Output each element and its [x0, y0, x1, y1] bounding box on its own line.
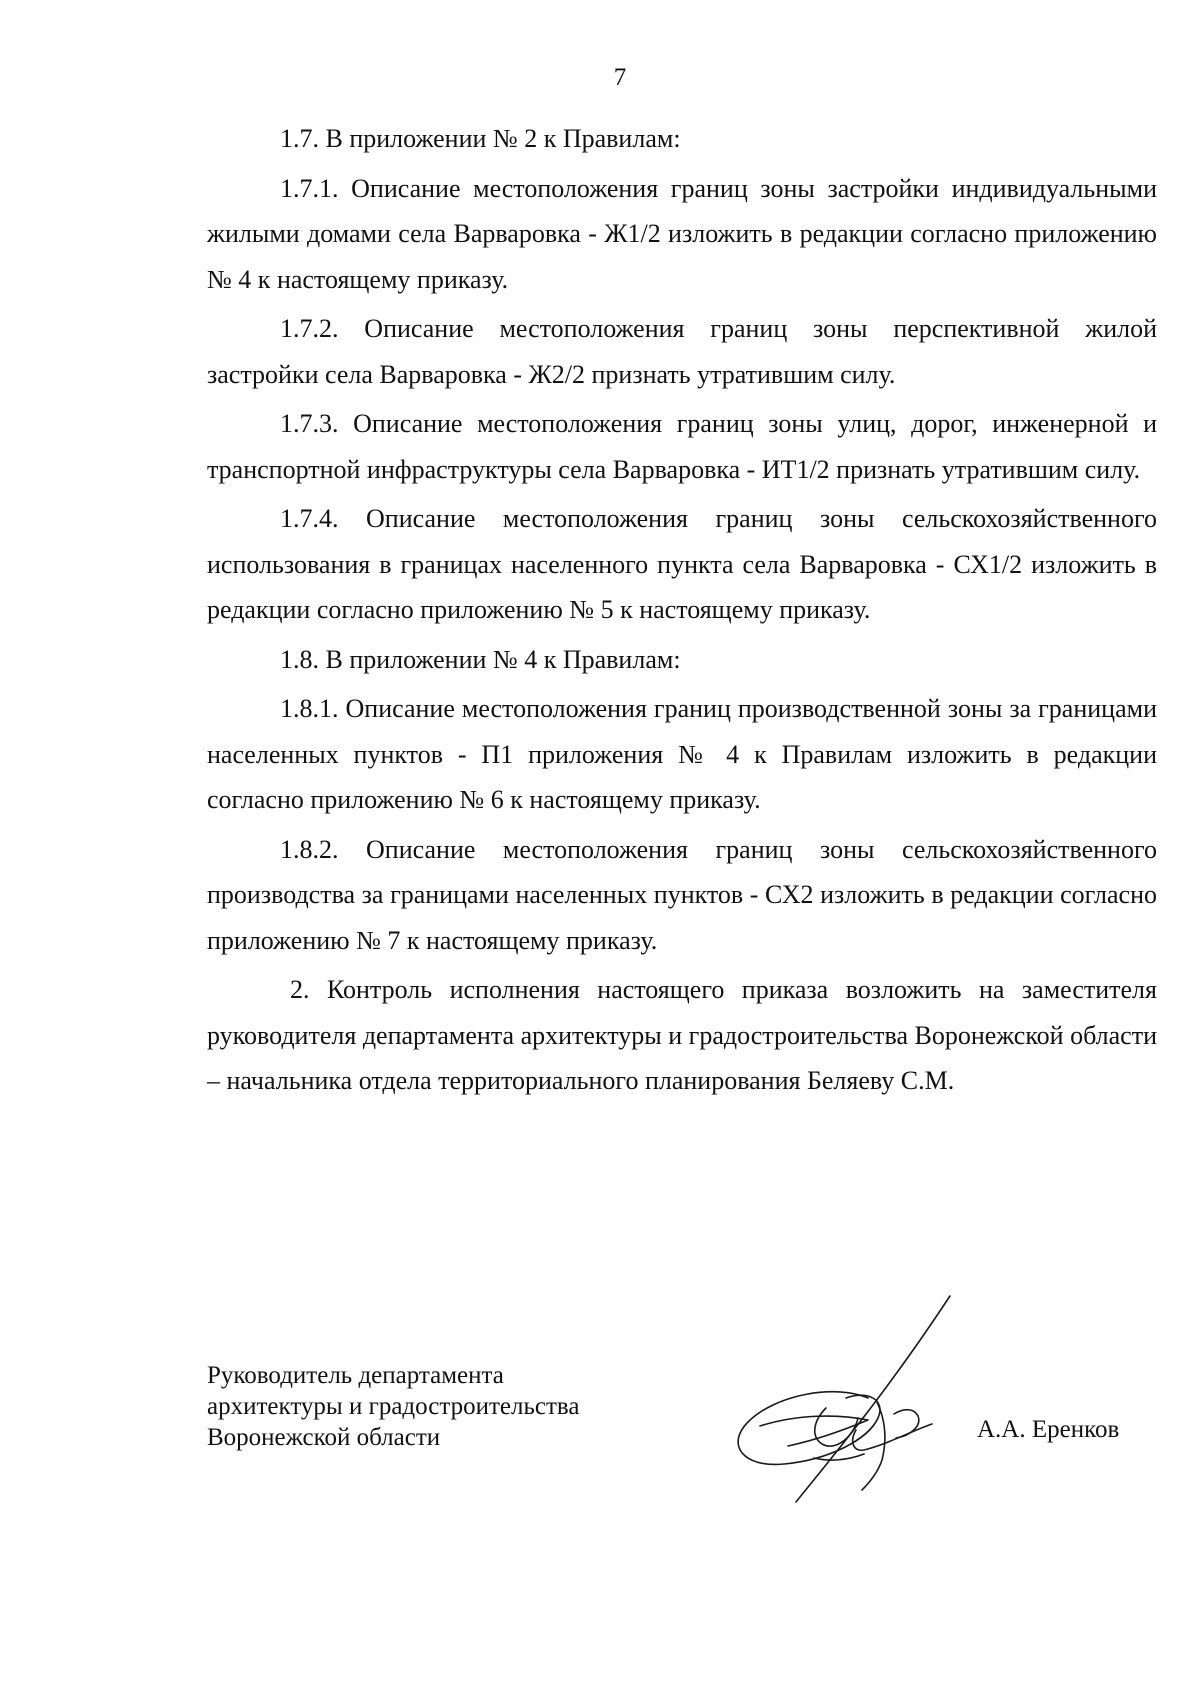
paragraph-1-8: 1.8. В приложении № 4 к Правилам: [280, 644, 681, 674]
paragraph-1-7-1: 1.7.1. Описание местоположения границ зоны застройки индивидуальными жилыми домами села Варваровка - Ж1/2 изложить в редакции согласно приложению № 4 к настоящему приказу. [207, 173, 1157, 294]
signatory-position-line: Руководитель департамента [207, 1362, 504, 1389]
paragraph-1-8-1: 1.8.1. Описание местоположения границ производственной зоны за границами населенных пунктов - П1 приложения № 4 к Правилам изложить в редакции согласно приложению № 6 к настоящему приказу. [207, 694, 1157, 814]
page-number: 7 [613, 64, 627, 91]
paragraph-1-8-2: 1.8.2. Описание местоположения границ зоны сельскохозяйственного производства за границами населенных пунктов - СХ2 изложить в редакции согласно приложению № 7 к настоящему приказу. [207, 834, 1157, 955]
handwritten-signature [718, 1290, 1038, 1510]
signatory-position [207, 1360, 579, 1453]
paragraph-1-7-4: 1.7.4. Описание местоположения границ зоны сельскохозяйственного использования в границах населенного пункта села Варваровка - СХ1/2 изложить в редакции согласно приложению № 5 к настоящему приказу. [207, 504, 1157, 624]
paragraph-1-7-3: 1.7.3. Описание местоположения границ зоны улиц, дорог, инженерной и транспортной инфраструктуры села Варваровка - ИТ1/2 признать утратившим силу. [207, 409, 1157, 484]
signatory-position-line: архитектуры и градостроительства [207, 1393, 580, 1420]
signatory-name: А.А. Еренков [977, 1416, 1120, 1443]
document-body [207, 116, 1157, 1108]
paragraph-1-7-2: 1.7.2. Описание местоположения границ зоны перспективной жилой застройки села Варваровка - Ж2/2 признать утратившим силу. [207, 314, 1157, 389]
signatory-position-line: Воронежской области [207, 1424, 441, 1451]
paragraph-1-7: 1.7. В приложении № 2 к Правилам: [280, 124, 681, 153]
paragraph-2: 2. Контроль исполнения настоящего приказа возложить на заместителя руководителя департамента архитектуры и градостроительства Воронежской области – начальника отдела территориального планирования Беляеву С.М. [207, 975, 1157, 1095]
